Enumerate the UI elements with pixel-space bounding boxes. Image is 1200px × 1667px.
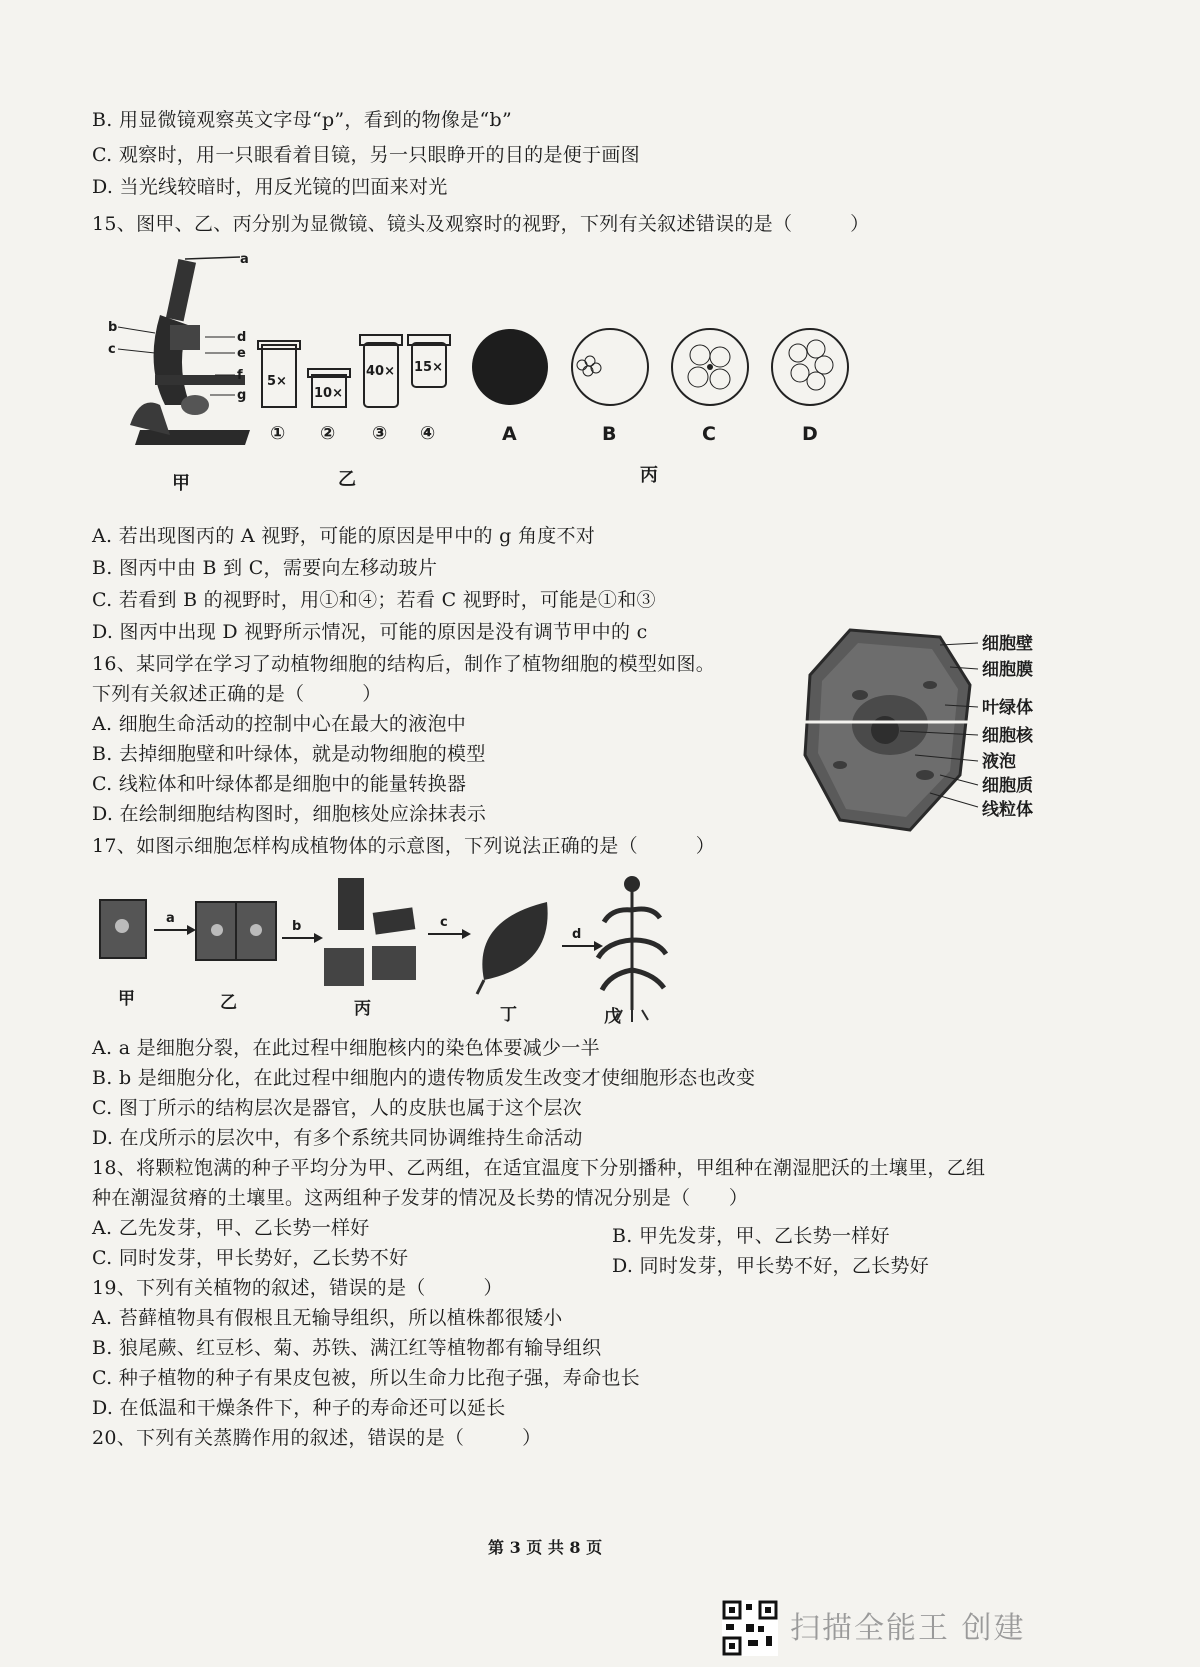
q18-stem-line1: 18、将颗粒饱满的种子平均分为甲、乙两组，在适宜温度下分别播种，甲组种在潮湿肥沃的土壤里，乙组	[92, 1157, 986, 1179]
view-c	[672, 329, 748, 405]
q19-option-c: C. 种子植物的种子有果皮包被，所以生命力比孢子强，寿命也长	[92, 1367, 640, 1389]
caption-17-bing: 丙	[354, 999, 371, 1019]
q17-option-b: B. b 是细胞分化，在此过程中细胞内的遗传物质发生改变才使细胞形态也改变	[92, 1067, 756, 1089]
view-label-c: C	[702, 423, 716, 445]
lens-mag-2: 10×	[314, 386, 343, 401]
caption-bing: 丙	[640, 465, 658, 486]
q15-option-a: A. 若出现图丙的 A 视野，可能的原因是甲中的 g 角度不对	[92, 525, 596, 547]
q17-option-a: A. a 是细胞分裂，在此过程中细胞核内的染色体要减少一半	[92, 1037, 600, 1059]
q15-option-d: D. 图丙中出现 D 视野所示情况，可能的原因是没有调节甲中的 c	[92, 621, 648, 643]
view-label-a: A	[502, 423, 517, 445]
lens-num-1: ①	[270, 423, 286, 444]
lens-num-4: ④	[420, 423, 436, 444]
q14-option-d: D. 当光线较暗时，用反光镜的凹面来对光	[92, 176, 448, 198]
part-label-c: c	[108, 342, 116, 357]
view-label-b: B	[602, 423, 617, 445]
cell-label-chloroplast: 叶绿体	[982, 698, 1033, 718]
plant-cell-figure	[800, 625, 1060, 840]
lens-mag-4: 15×	[414, 360, 443, 375]
qr-code-icon	[722, 1600, 778, 1656]
q18-option-c: C. 同时发芽，甲长势好，乙长势不好	[92, 1247, 409, 1269]
q19-option-b: B. 狼尾蕨、红豆杉、菊、苏铁、满江红等植物都有输导组织	[92, 1337, 602, 1359]
arrow-label-d: d	[572, 927, 582, 942]
caption-jia: 甲	[172, 473, 190, 494]
q14-option-b: B. 用显微镜观察英文字母“p”，看到的物像是“b”	[92, 109, 513, 131]
cell-label-membrane: 细胞膜	[982, 660, 1033, 680]
caption-17-ding: 丁	[500, 1005, 517, 1025]
q16-option-a: A. 细胞生命活动的控制中心在最大的液泡中	[92, 713, 467, 735]
q18-option-b: B. 甲先发芽，甲、乙长势一样好	[612, 1225, 890, 1247]
scanner-watermark: 扫描全能王 创建	[790, 1611, 1026, 1646]
part-label-f: f	[237, 368, 243, 383]
view-d	[772, 329, 848, 405]
cell-label-wall: 细胞壁	[982, 634, 1033, 654]
page-footer: 第 3 页 共 8 页	[488, 1538, 603, 1557]
q15-option-c: C. 若看到 B 的视野时，用①和④；若看 C 视野时，可能是①和③	[92, 589, 656, 611]
q18-option-a: A. 乙先发芽，甲、乙长势一样好	[92, 1217, 370, 1239]
microscope-drawing	[118, 257, 250, 445]
q18-option-d: D. 同时发芽，甲长势不好，乙长势好	[612, 1255, 930, 1277]
caption-yi: 乙	[338, 469, 356, 490]
q15-figure	[100, 245, 880, 495]
q20-stem: 20、下列有关蒸腾作用的叙述，错误的是（ ）	[92, 1427, 542, 1449]
q19-option-a: A. 苔藓植物具有假根且无输导组织，所以植株都很矮小	[92, 1307, 563, 1329]
cell-label-mitochondria: 线粒体	[982, 800, 1033, 820]
q15-option-b: B. 图丙中由 B 到 C，需要向左移动玻片	[92, 557, 438, 579]
q17-stem: 17、如图示细胞怎样构成植物体的示意图，下列说法正确的是（ ）	[92, 835, 716, 857]
lens-num-3: ③	[372, 423, 388, 444]
q14-option-c: C. 观察时，用一只眼看着目镜，另一只眼睁开的目的是便于画图	[92, 144, 640, 166]
part-label-b: b	[108, 320, 118, 335]
q17-option-d: D. 在戊所示的层次中，有多个系统共同协调维持生命活动	[92, 1127, 583, 1149]
cell-label-vacuole: 液泡	[982, 752, 1016, 772]
lens-mag-3: 40×	[366, 364, 395, 379]
view-b	[572, 329, 648, 405]
cell-label-cytoplasm: 细胞质	[982, 776, 1033, 796]
arrow-label-c: c	[440, 915, 448, 930]
q19-option-d: D. 在低温和干燥条件下，种子的寿命还可以延长	[92, 1397, 506, 1419]
q18-stem-line2: 种在潮湿贫瘠的土壤里。这两组种子发芽的情况及长势的情况分别是（ ）	[92, 1187, 749, 1209]
view-label-d: D	[802, 423, 818, 445]
q16-option-b: B. 去掉细胞壁和叶绿体，就是动物细胞的模型	[92, 743, 486, 765]
caption-17-yi: 乙	[220, 993, 237, 1013]
q16-stem-line1: 16、某同学在学习了动植物细胞的结构后，制作了植物细胞的模型如图。	[92, 653, 716, 675]
q17-figure	[92, 870, 712, 1030]
part-label-g: g	[237, 388, 247, 403]
lens-num-2: ②	[320, 423, 336, 444]
part-label-d: d	[237, 330, 247, 345]
q16-option-d: D. 在绘制细胞结构图时，细胞核处应涂抹表示	[92, 803, 487, 825]
part-label-a: a	[240, 252, 249, 267]
arrow-label-b: b	[292, 919, 302, 934]
q16-option-c: C. 线粒体和叶绿体都是细胞中的能量转换器	[92, 773, 467, 795]
q19-stem: 19、下列有关植物的叙述，错误的是（ ）	[92, 1277, 503, 1299]
q17-option-c: C. 图丁所示的结构层次是器官，人的皮肤也属于这个层次	[92, 1097, 583, 1119]
caption-17-wu: 戊	[604, 1007, 621, 1027]
view-a	[472, 329, 548, 405]
cell-label-nucleus: 细胞核	[982, 726, 1033, 746]
q15-stem: 15、图甲、乙、丙分别为显微镜、镜头及观察时的视野，下列有关叙述错误的是（ ）	[92, 213, 870, 235]
lens-mag-1: 5×	[267, 374, 287, 389]
caption-17-jia: 甲	[118, 989, 135, 1009]
q16-stem-line2: 下列有关叙述正确的是（ ）	[92, 683, 382, 705]
part-label-e: e	[237, 346, 246, 361]
arrow-label-a: a	[166, 911, 175, 926]
